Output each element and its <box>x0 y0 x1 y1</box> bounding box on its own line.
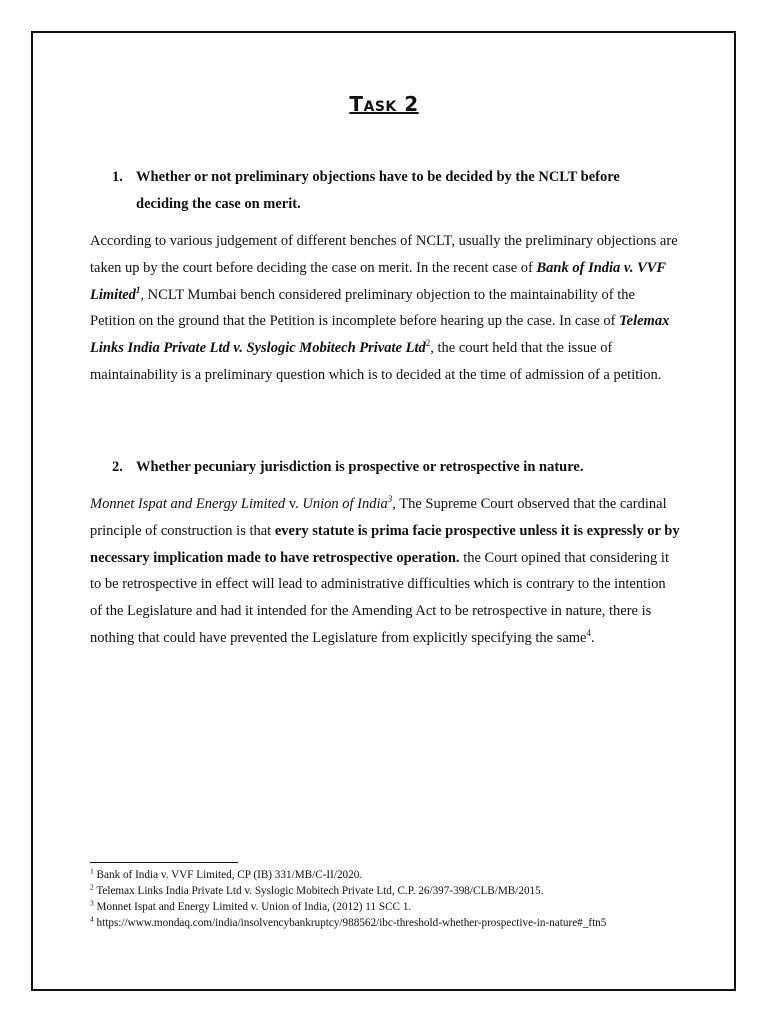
footnote-text: Telemax Links India Private Ltd v. Syslogic Mobitech Private Ltd, C.P. 26/397-398/CLB/MB/2015. <box>93 885 544 897</box>
footnote-ref-4[interactable]: 4 <box>586 628 591 639</box>
case-party-1: Monnet Ispat and Energy Limited <box>90 496 286 512</box>
q1-text-2: , NCLT Mumbai bench considered preliminary objection to the maintainability of the Petition on the ground that the Petition is incomplete before hearing up the case. In case of <box>90 286 635 330</box>
footnote-ref-3[interactable]: 3 <box>387 494 393 505</box>
question-1-number: 1. <box>112 169 123 185</box>
footnote-link-text[interactable]: https://www.mondaq.com/india/insolvencybankruptcy/988562/ibc-threshold-whether-prospective-in-nature#_ftn5 <box>93 917 607 929</box>
question-2-paragraph <box>90 491 680 652</box>
case-citation-1: Bank of India v. VVF Limited <box>90 259 666 303</box>
versus-text: v. <box>285 496 303 512</box>
footnote-4[interactable] <box>90 915 730 931</box>
footnote-ref-2[interactable]: 2 <box>425 338 431 349</box>
footnote-1 <box>90 867 730 883</box>
footnote-number: 1 <box>90 866 94 876</box>
footnote-separator <box>90 862 238 863</box>
case-party-2: Union of India <box>302 496 388 512</box>
bold-principle: every statute is prima facie prospective unless it is expressly or by necessary implication made to have retrospective operation. <box>90 522 680 566</box>
question-1-text: Whether or not preliminary objections have to be decided by the NCLT before deciding the case on merit. <box>136 169 620 212</box>
question-1-heading <box>112 164 672 217</box>
footnote-number: 2 <box>90 882 94 892</box>
q2-text-3: . <box>590 629 595 646</box>
q1-text-1: According to various judgement of different benches of NCLT, usually the preliminary objections are taken up by the court before deciding the case on merit. In the recent case of <box>90 233 678 276</box>
question-2-text: Whether pecuniary jurisdiction is prospective or retrospective in nature. <box>136 459 584 475</box>
footnote-number: 4 <box>90 914 94 924</box>
question-2-number: 2. <box>112 459 123 475</box>
q2-text-2: the Court opined that considering it to be retrospective in effect will lead to administrative difficulties which is contrary to the intention of the Legislature and had it intended for the Amending Act to be retrospective in nature, there is nothing that could have prevented the Legislature from explicitly specifying the same <box>90 549 669 646</box>
q1-text-3: , the court held that the issue of maintainability is a preliminary question which is to decided at the time of admission of a petition. <box>90 340 662 383</box>
footnote-2 <box>90 883 730 899</box>
footnote-ref-1[interactable]: 1 <box>135 284 141 295</box>
footnote-text: Bank of India v. VVF Limited, CP (IB) 331/MB/C-II/2020. <box>93 869 363 881</box>
footnote-number: 3 <box>90 898 94 908</box>
question-2-heading <box>112 454 672 481</box>
page-title: Task 2 <box>349 92 419 116</box>
footnotes <box>90 867 730 931</box>
footnote-text: Monnet Ispat and Energy Limited v. Union of India, (2012) 11 SCC 1. <box>93 901 412 913</box>
footnote-3 <box>90 899 730 915</box>
question-1-paragraph <box>90 228 680 389</box>
q2-text-1: , The Supreme Court observed that the cardinal principle of construction is that <box>90 496 667 539</box>
case-citation-2: Telemax Links India Private Ltd v. Syslogic Mobitech Private Ltd <box>90 313 670 357</box>
